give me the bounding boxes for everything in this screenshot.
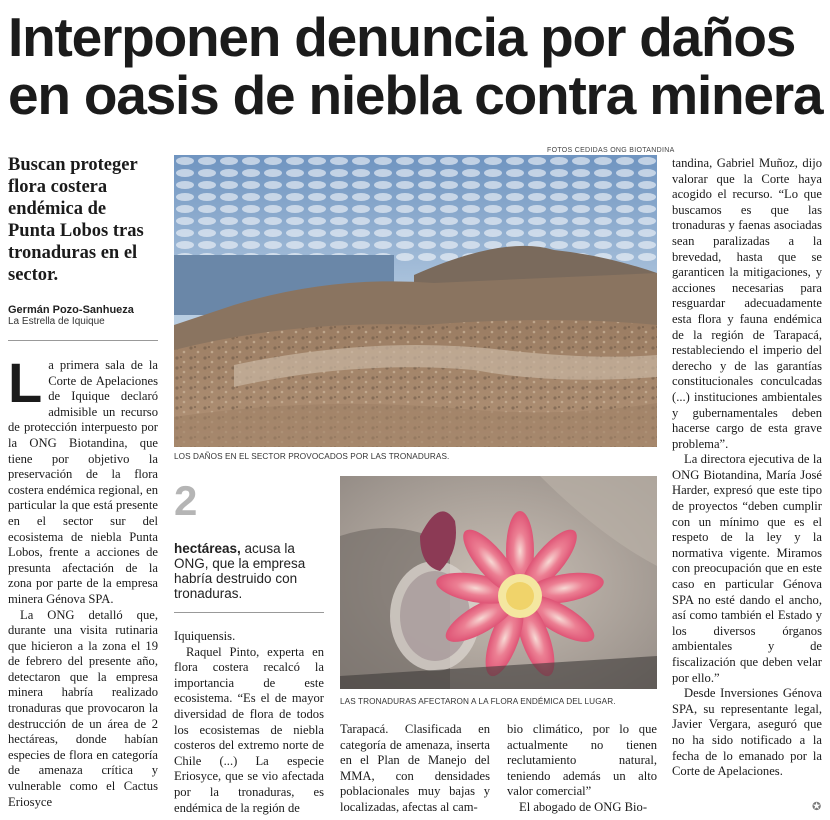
col4-paragraph-2: El abogado de ONG Bio- (519, 799, 648, 814)
col1-paragraph-1: a primera sala de la Corte de Apelaciones de Iquique declaró admisible un recurso de protección interpuesto por la ONG Biotandina, que tiene por objetivo la preservación de la flora costera endémica regional, en particular la que está presente en el sector sur del ecosistema de niebla Punta Lobos, frente a acciones de presunta afectación de la zona por parte de la empresa minera Génova SPA. (8, 358, 158, 606)
photo2-caption: LAS TRONADURAS AFECTARON A LA FLORA ENDÉMICA DEL LUGAR. (340, 697, 616, 706)
stat-divider (174, 612, 324, 613)
byline (8, 304, 158, 327)
stat-text (174, 541, 324, 601)
landscape-photo (174, 155, 657, 447)
article-column-2 (174, 629, 324, 816)
drop-cap: L (8, 351, 43, 414)
stat-number: 2 (174, 477, 198, 524)
byline-outlet: La Estrella de Iquique (8, 316, 105, 327)
stat-rest: acusa la ONG, que la empresa habría destruido con tronaduras. (174, 541, 306, 601)
end-mark-icon: ✪ (812, 800, 822, 813)
stat-bold: hectáreas, (174, 541, 241, 556)
col2-paragraph-0: Iquiquensis. (174, 629, 236, 643)
col3-paragraph-1: Tarapacá. Clasificada en categoría de amenaza, inserta en el Plan de Manejo del MMA, con densidades poblacionales muy bajas y localizadas, afectas al cam- (340, 722, 490, 814)
cactus-flower-photo (340, 476, 657, 689)
article-column-5 (672, 156, 822, 780)
col5-paragraph-3: Desde Inversiones Génova SPA, su representante legal, Javier Vergara, aseguró que no ha sido notificado a la fecha de lo emanado por la Corte de Apelaciones. (672, 686, 822, 779)
col2-paragraph-1: Raquel Pinto, experta en flora costera recalcó la importancia de este ecosistema. “Es el de mayor diversidad de flora de todos los ecosistemas de niebla costeros del extremo norte de Chile (...) La especie Eriosyce, que se vio afectada por la tronaduras, es endémica de la región de (174, 644, 324, 815)
photo1-caption: LOS DAÑOS EN EL SECTOR PROVOCADOS POR LAS TRONADURAS. (174, 452, 450, 461)
article-column-4 (507, 722, 657, 816)
deck: Buscan proteger flora costera endémica de Punta Lobos tras tronaduras en el sector. (8, 155, 144, 285)
byline-author: Germán Pozo-Sanhueza (8, 304, 134, 316)
headline: Interponen denuncia por daños en oasis de niebla contra minera (8, 6, 823, 126)
col1-paragraph-2: La ONG detalló que, durante una visita rutinaria que hicieron a la zona el 19 de febrero del presente año, detectaron que la empresa minera habría realizado tronaduras que provocaron la destrucción de un área de 2 hectáreas, donde habían especies de flora en categoría de amenaza crítica y vulnerable como el Cactus Eriosyce (8, 607, 158, 809)
col5-paragraph-2: La directora ejecutiva de la ONG Biotandina, María José Harder, expresó que este tipo de proyectos “deben cumplir con un mínimo que es el respeto de la ley y la normativa vigente. Miramos con preocupación que en este caso en particular Génova SPA no esté dando el ancho, así como también el Estado y los diversos órganos ambientales y de fiscalización que deben velar por ello.” (672, 452, 822, 685)
col4-paragraph-1: bio climático, por lo que actualmente no tienen reclutamiento natural, teniendo además un alto valor comercial” (507, 722, 657, 799)
article-column-3 (340, 722, 490, 816)
byline-divider (8, 340, 158, 341)
col5-paragraph-1: tandina, Gabriel Muñoz, dijo valorar que la Corte haya acogido el recurso. “Lo que buscamos es que las tronaduras y faenas asociadas sean paralizadas a la brevedad, hasta que se garanticen la mitigaciones, y acciones necesarias para resguardar adecuadamente esta flora y fauna endémica de la región de Tarapacá, restableciendo el imperio del derecho y de las garantías constitucionales conculcadas (...) instituciones ambientales y gubernamentales deben hacerse cargo de esta grave problema”. (672, 156, 822, 451)
photo-credit: FOTOS CEDIDAS ONG BIOTANDINA (547, 147, 675, 154)
article-column-1 (8, 351, 158, 810)
